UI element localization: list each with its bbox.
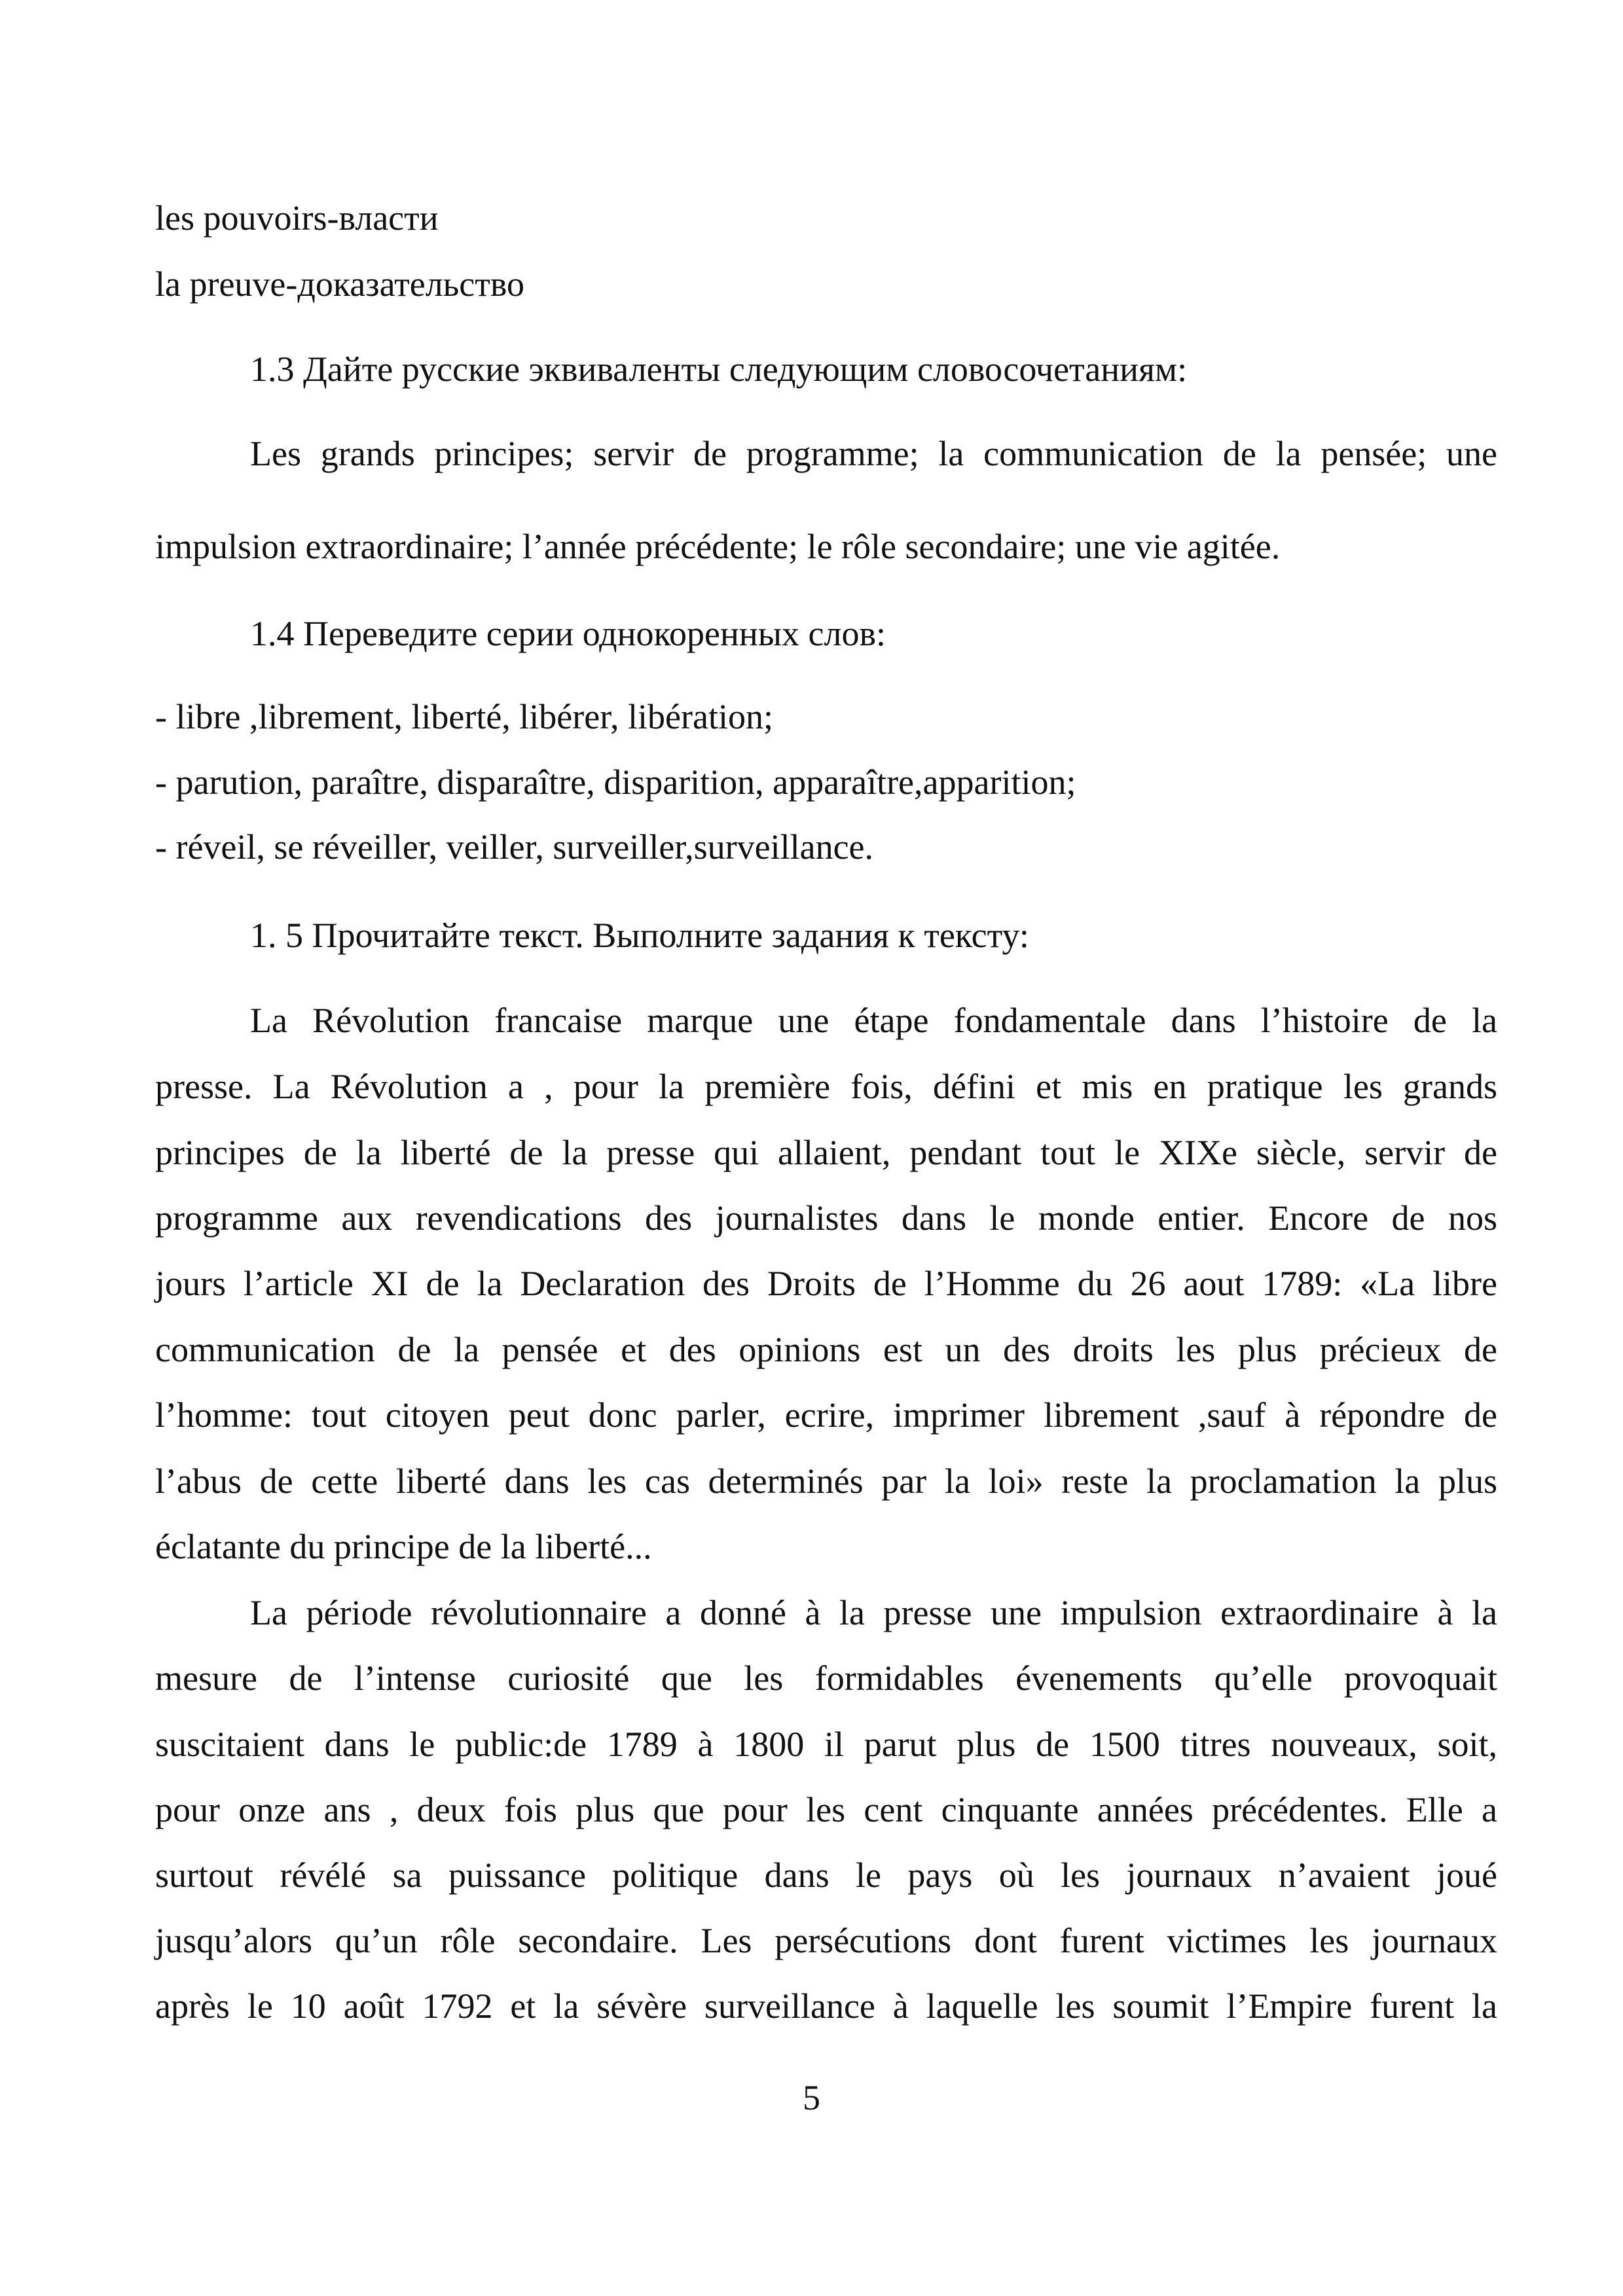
text-line: presse. La Révolution a , pour la première fois, défini et mis en pratique les grands xyxy=(155,1067,1497,1106)
word-series-line: - réveil, se réveiller, veiller, surveiller,surveillance. xyxy=(155,827,874,867)
text-line: éclatante du principe de la liberté... xyxy=(155,1527,652,1566)
task-1-3-heading: 1.3 Дайте русские эквиваленты следующим словосочетаниям: xyxy=(250,350,1188,389)
task-1-5-heading: 1. 5 Прочитайте текст. Выполните задания к тексту: xyxy=(250,916,1029,955)
text-line: communication de la pensée et des opinions est un des droits les plus précieux de xyxy=(155,1330,1497,1369)
text-line: jours l’article XI de la Declaration des Droits de l’Homme du 26 aout 1789: «La libre xyxy=(155,1264,1497,1303)
vocabulary-line: les pouvoirs-власти xyxy=(155,198,439,238)
text-line: pour onze ans , deux fois plus que pour les cent cinquante années précédentes. Elle a xyxy=(155,1790,1497,1829)
text-line: principes de la liberté de la presse qui allaient, pendant tout le XIXe siècle, servir de xyxy=(155,1133,1497,1172)
task-1-3-line: impulsion extraordinaire; l’année précédente; le rôle secondaire; une vie agitée. xyxy=(155,527,1281,566)
text-line: après le 10 août 1792 et la sévère surveillance à laquelle les soumit l’Empire furent la xyxy=(155,1986,1497,2026)
text-line: l’abus de cette liberté dans les cas determinés par la loi» reste la proclamation la plus xyxy=(155,1462,1497,1501)
text-line: surtout révélé sa puissance politique dans le pays où les journaux n’avaient joué xyxy=(155,1856,1497,1895)
task-1-3-line: Les grands principes; servir de programme; la communication de la pensée; une xyxy=(250,434,1497,473)
text-line: l’homme: tout citoyen peut donc parler, ecrire, imprimer librement ,sauf à répondre de xyxy=(155,1395,1497,1435)
page-number: 5 xyxy=(803,2078,820,2117)
text-line: suscitaient dans le public:de 1789 à 1800 il parut plus de 1500 titres nouveaux, soit, xyxy=(155,1725,1497,1764)
word-series-line: - parution, paraître, disparaître, disparition, apparaître,apparition; xyxy=(155,762,1076,802)
text-line: La période révolutionnaire a donné à la presse une impulsion extraordinaire à la xyxy=(250,1593,1497,1632)
text-line: mesure de l’intense curiosité que les formidables évenements qu’elle provoquait xyxy=(155,1659,1497,1698)
text-line: La Révolution francaise marque une étape fondamentale dans l’histoire de la xyxy=(250,1001,1497,1040)
text-line: jusqu’alors qu’un rôle secondaire. Les persécutions dont furent victimes les journaux xyxy=(155,1921,1497,1960)
text-line: programme aux revendications des journalistes dans le monde entier. Encore de nos xyxy=(155,1198,1497,1238)
task-1-4-heading: 1.4 Переведите серии однокоренных слов: xyxy=(250,614,886,653)
vocabulary-line: la preuve-доказательство xyxy=(155,264,524,304)
word-series-line: - libre ,librement, liberté, libérer, libération; xyxy=(155,697,773,736)
